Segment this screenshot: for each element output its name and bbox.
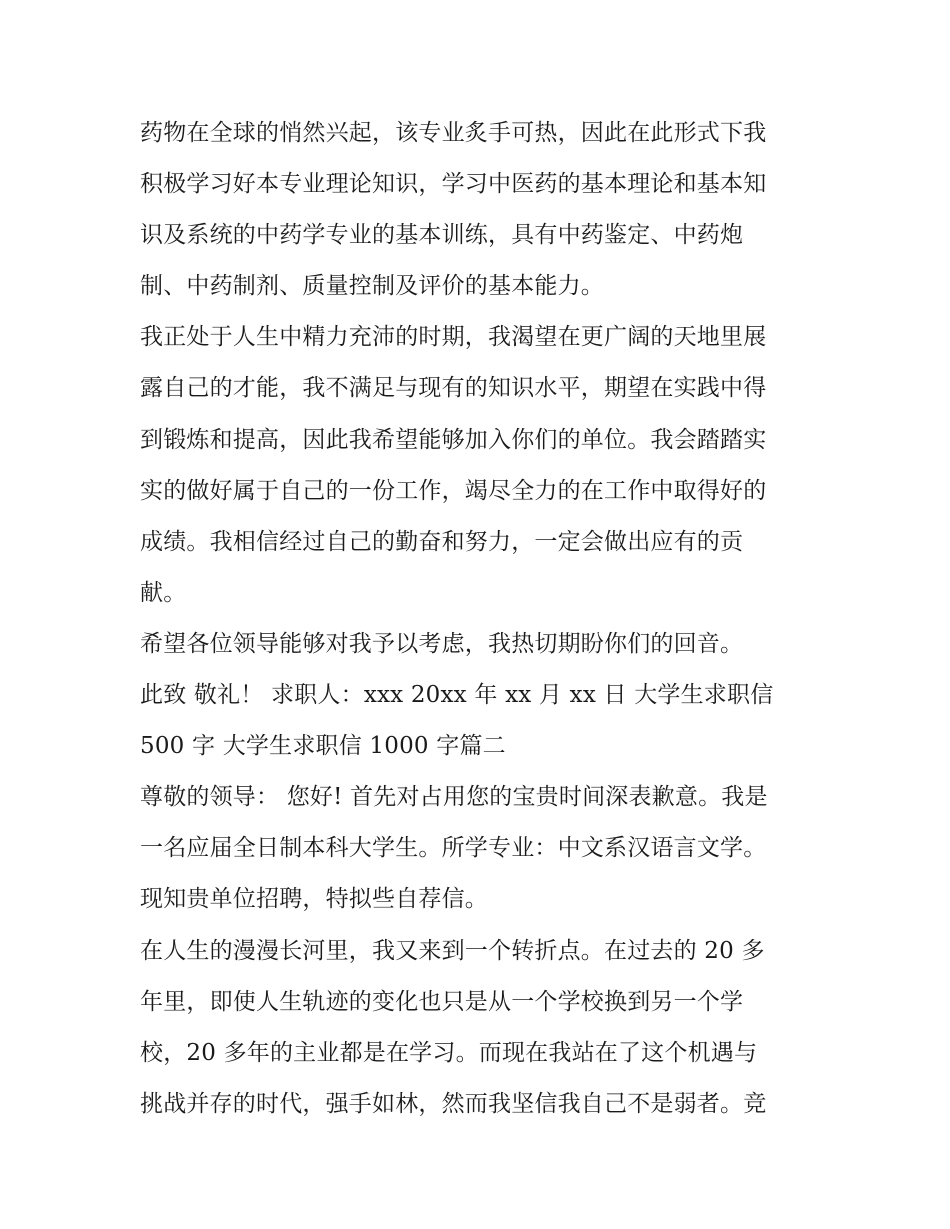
text-line: 我正处于人生中精力充沛的时期，我渴望在更广阔的天地里展 (140, 324, 767, 351)
text-line: 500 字 大学生求职信 1000 字篇二 (140, 733, 506, 760)
text-line: 献。 (140, 579, 187, 606)
text-line: 现知贵单位招聘，特拟些自荐信。 (140, 886, 488, 913)
text-line: 成绩。我相信经过自己的勤奋和努力，一定会做出应有的贡 (140, 528, 744, 555)
text-line: 希望各位领导能够对我予以考虑，我热切期盼你们的回音。 (140, 630, 744, 657)
text-line: 校，20 多年的主业都是在学习。而现在我站在了这个机遇与 (140, 1039, 758, 1066)
text-line: 露自己的才能，我不满足与现有的知识水平，期望在实践中得 (140, 375, 767, 402)
text-line: 年里，即使人生轨迹的变化也只是从一个学校换到另一个学 (140, 988, 744, 1015)
text-line: 此致 敬礼！ 求职人：xxx 20xx 年 xx 月 xx 日 大学生求职信 (140, 682, 774, 709)
text-line: 到锻炼和提高，因此我希望能够加入你们的单位。我会踏踏实 (140, 426, 767, 453)
text-line: 制、中药制剂、质量控制及评价的基本能力。 (140, 273, 604, 300)
text-line: 积极学习好本专业理论知识，学习中医药的基本理论和基本知 (140, 171, 767, 198)
text-line: 尊敬的领导： 您好! 首先对占用您的宝贵时间深表歉意。我是 (140, 784, 768, 811)
text-line: 实的做好属于自己的一份工作，竭尽全力的在工作中取得好的 (140, 477, 767, 504)
text-line: 挑战并存的时代，强手如林，然而我坚信我自己不是弱者。竞 (140, 1090, 767, 1117)
text-line: 药物在全球的悄然兴起，该专业炙手可热，因此在此形式下我 (140, 120, 767, 146)
text-line: 识及系统的中药学专业的基本训练，具有中药鉴定、中药炮 (140, 222, 744, 249)
document-body (140, 108, 820, 1130)
text-line: 一名应届全日制本科大学生。所学专业：中文系汉语言文学。 (140, 835, 767, 862)
text-line: 在人生的漫漫长河里，我又来到一个转折点。在过去的 20 多 (140, 937, 765, 964)
